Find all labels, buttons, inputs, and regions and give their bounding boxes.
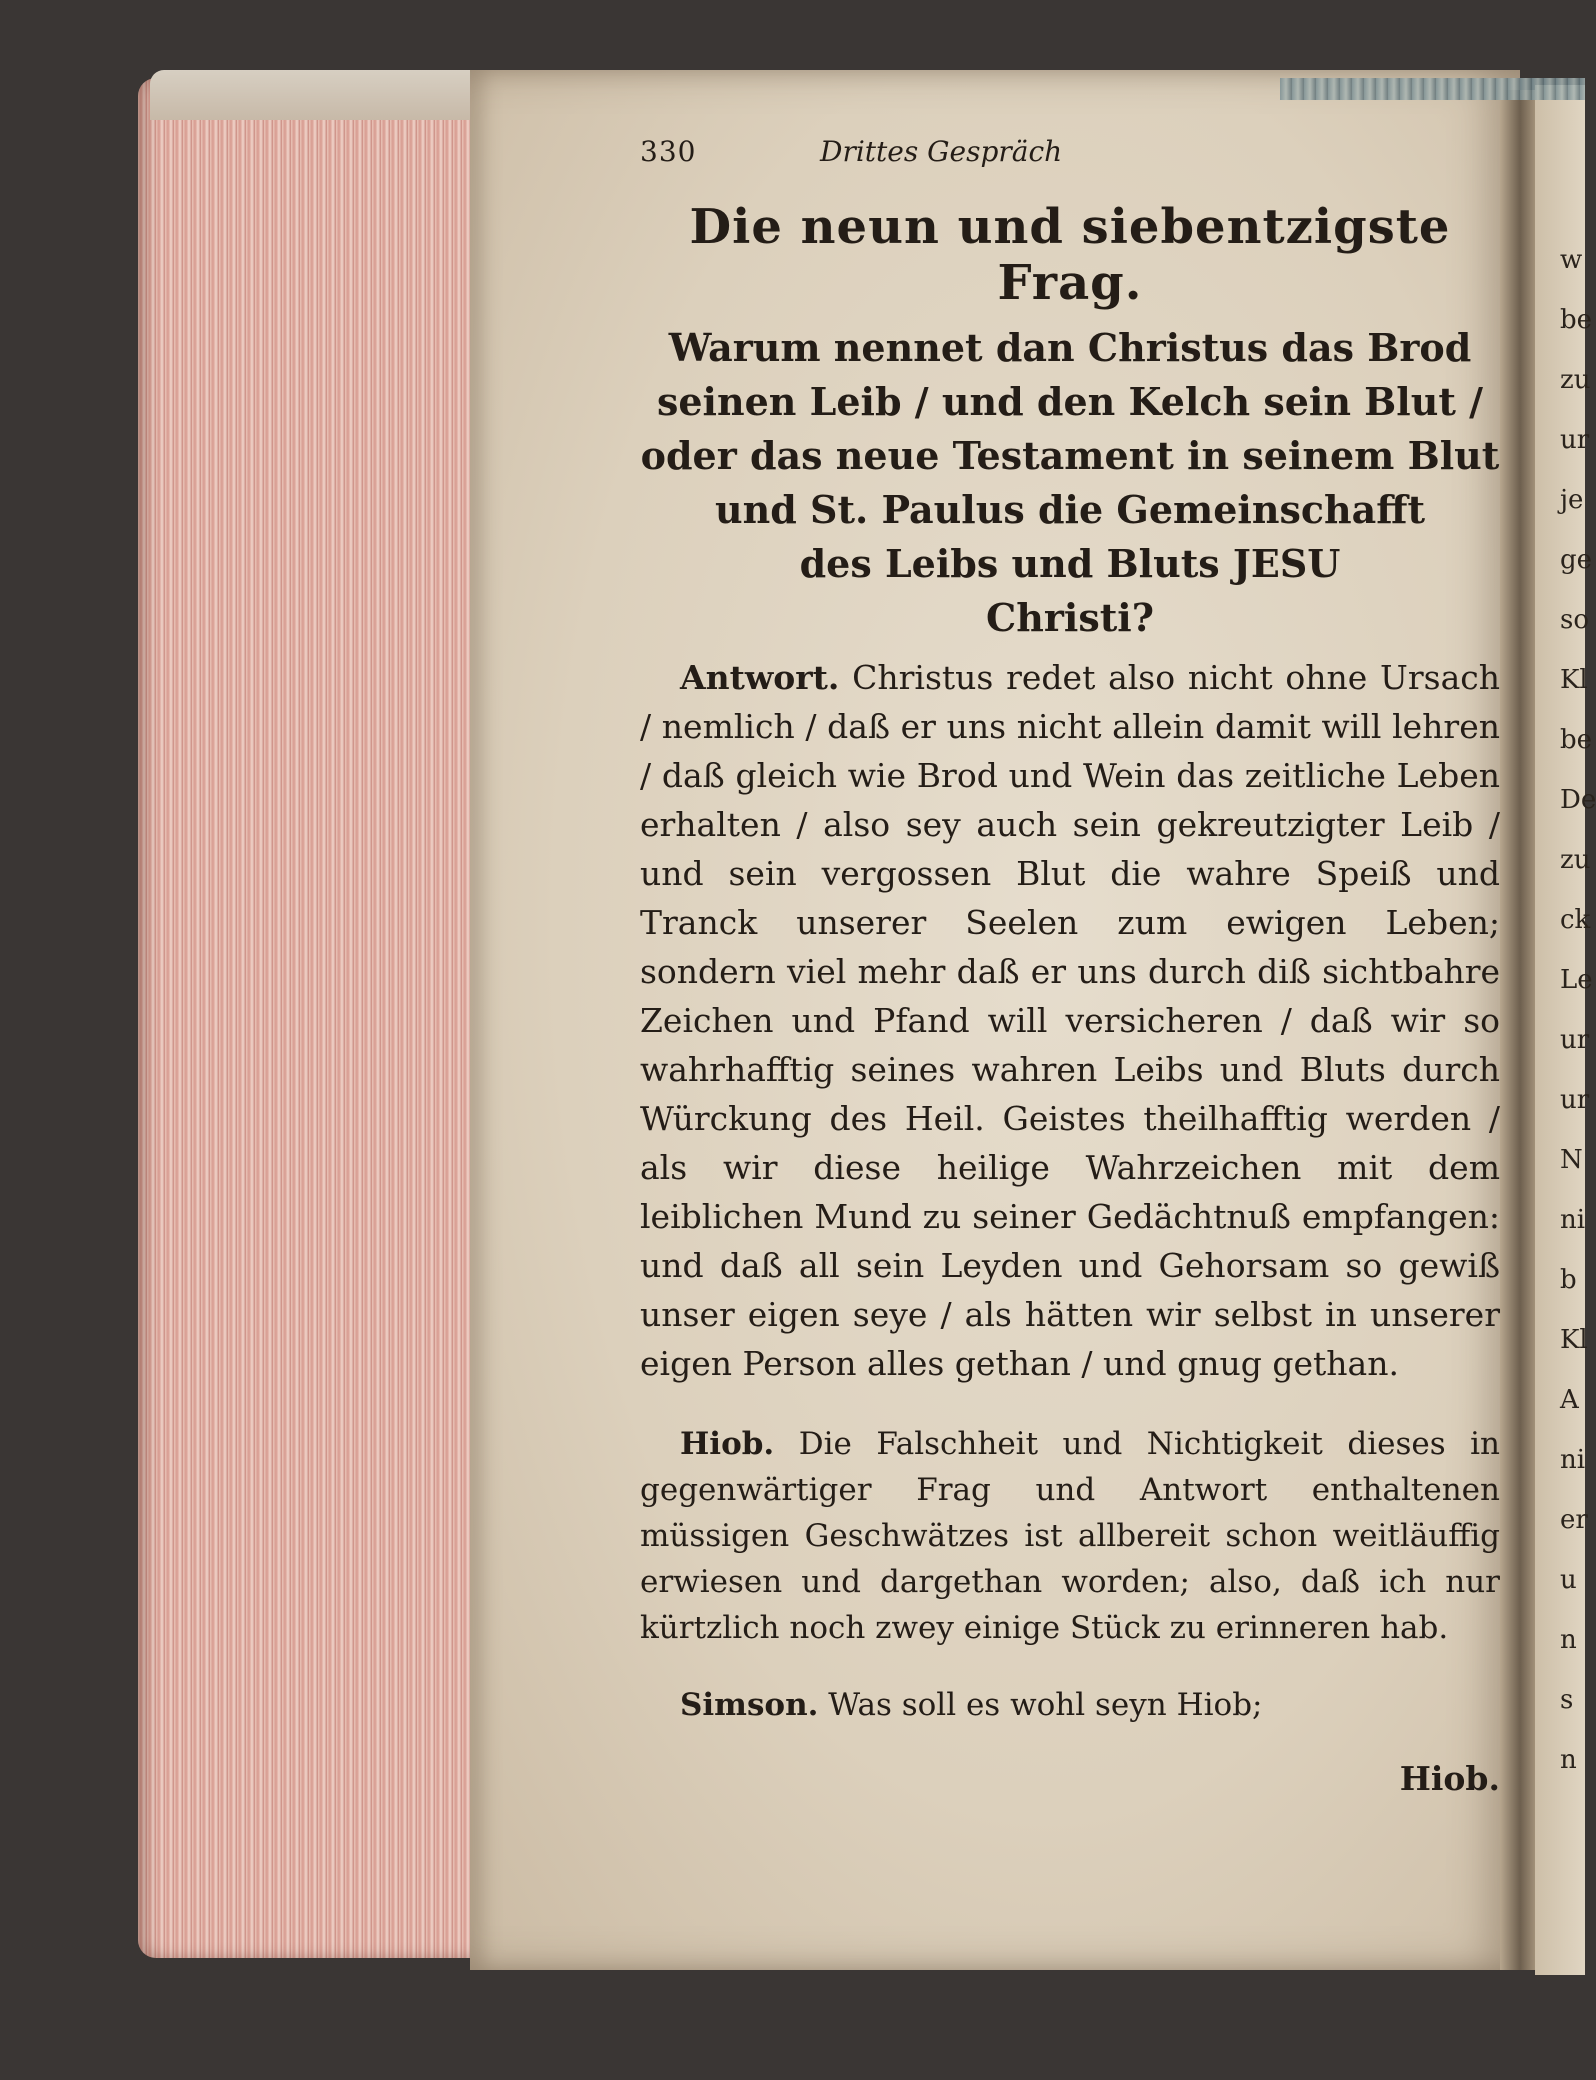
facing-page-fragment: be — [1560, 725, 1593, 755]
running-head: Drittes Gespräch — [820, 135, 1063, 168]
facing-page-fragment: w — [1560, 245, 1583, 275]
question-line: oder das neue Testament in seinem Blut — [640, 433, 1500, 478]
simson-text: Was soll es wohl seyn Hiob; — [828, 1687, 1263, 1723]
facing-page-fragment: zu — [1560, 365, 1591, 395]
facing-page-fragment: so — [1560, 605, 1589, 635]
facing-page-text — [1560, 230, 1596, 1790]
facing-page-fragment: b — [1560, 1265, 1577, 1295]
bookmark-ribbon — [1280, 78, 1585, 100]
facing-page-fragment: De — [1560, 785, 1596, 815]
simson-paragraph — [640, 1682, 1500, 1728]
facing-page-fragment: zu — [1560, 845, 1591, 875]
catchword: Hiob. — [1399, 1759, 1500, 1798]
facing-page-fragment: be — [1560, 305, 1593, 335]
facing-page-fragment: A — [1560, 1385, 1579, 1415]
facing-page-fragment: ge — [1560, 545, 1593, 575]
facing-page-fragment: je — [1560, 485, 1584, 515]
facing-page-fragment: n — [1560, 1625, 1577, 1655]
facing-page-fragment: ck — [1560, 905, 1591, 935]
question-line: Warum nennet dan Christus das Brod — [668, 325, 1472, 370]
question-line: seinen Leib / und den Kelch sein Blut / — [656, 379, 1484, 424]
question-line: des Leibs und Bluts JESU — [799, 541, 1341, 586]
answer-paragraph — [640, 653, 1500, 1388]
hiob-text: Die Falschheit und Nichtigkeit dieses in gegenwärtiger Frag und Antwort enthaltenen müssigen Geschwätzes ist allbereit schon weitläuffig erwiesen und dargethan worden; also, daß ich nur kürtzlich noch zwey einige Stück zu erinneren hab. — [640, 1426, 1500, 1646]
page-header — [640, 135, 1500, 185]
book-gutter — [1500, 90, 1540, 1970]
facing-page-fragment: ur — [1560, 1025, 1590, 1055]
facing-page-fragment: ur — [1560, 1085, 1590, 1115]
facing-page-fragment: s — [1560, 1685, 1574, 1715]
speaker-label: Antwort. — [680, 658, 840, 697]
question-line: Christi? — [986, 595, 1154, 640]
facing-page-fragment: n — [1560, 1745, 1577, 1775]
book-top-edge — [150, 70, 480, 120]
page-text-block — [640, 135, 1500, 1798]
facing-page-fragment: er — [1560, 1505, 1588, 1535]
facing-page-fragment: ni — [1560, 1445, 1586, 1475]
facing-page-fragment: Kl — [1560, 665, 1588, 695]
question-line: und St. Paulus die Gemeinschafft — [714, 487, 1425, 532]
page-number: 330 — [640, 135, 697, 168]
speaker-label: Hiob. — [680, 1426, 775, 1462]
book-fore-edge — [138, 78, 478, 1958]
facing-page-fragment: Le — [1560, 965, 1593, 995]
chapter-title: Die neun und siebentzigste Frag. — [689, 199, 1451, 311]
facing-page-fragment: N — [1560, 1145, 1583, 1175]
hiob-paragraph — [640, 1421, 1500, 1651]
facing-page-fragment: ni — [1560, 1205, 1586, 1235]
question-block — [640, 321, 1500, 645]
facing-page-fragment: u — [1560, 1565, 1577, 1595]
facing-page-fragment: Kl — [1560, 1325, 1588, 1355]
speaker-label: Simson. — [680, 1687, 819, 1723]
answer-text: Christus redet also nicht ohne Ursach / nemlich / daß er uns nicht allein damit will lehren / daß gleich wie Brod und Wein das zeitliche Leben erhalten / also sey auch sein gekreutzigter Leib / und sein vergossen Blut die wahre Speiß und Tranck unserer Seelen zum ewigen Leben; sondern viel mehr daß er uns durch diß sichtbahre Zeichen und Pfand will versicheren / daß wir so wahrhafftig seines wahren Leibs und Bluts durch Würckung des Heil. Geistes theilhafftig werden / als wir diese heilige Wahrzeichen mit dem leiblichen Mund zu seiner Gedächtnuß empfangen: und daß all sein Leyden und Gehorsam so gewiß unser eigen seye / als hätten wir selbst in unserer eigen Person alles gethan / und gnug gethan. — [640, 658, 1500, 1383]
facing-page-fragment: ur — [1560, 425, 1590, 455]
